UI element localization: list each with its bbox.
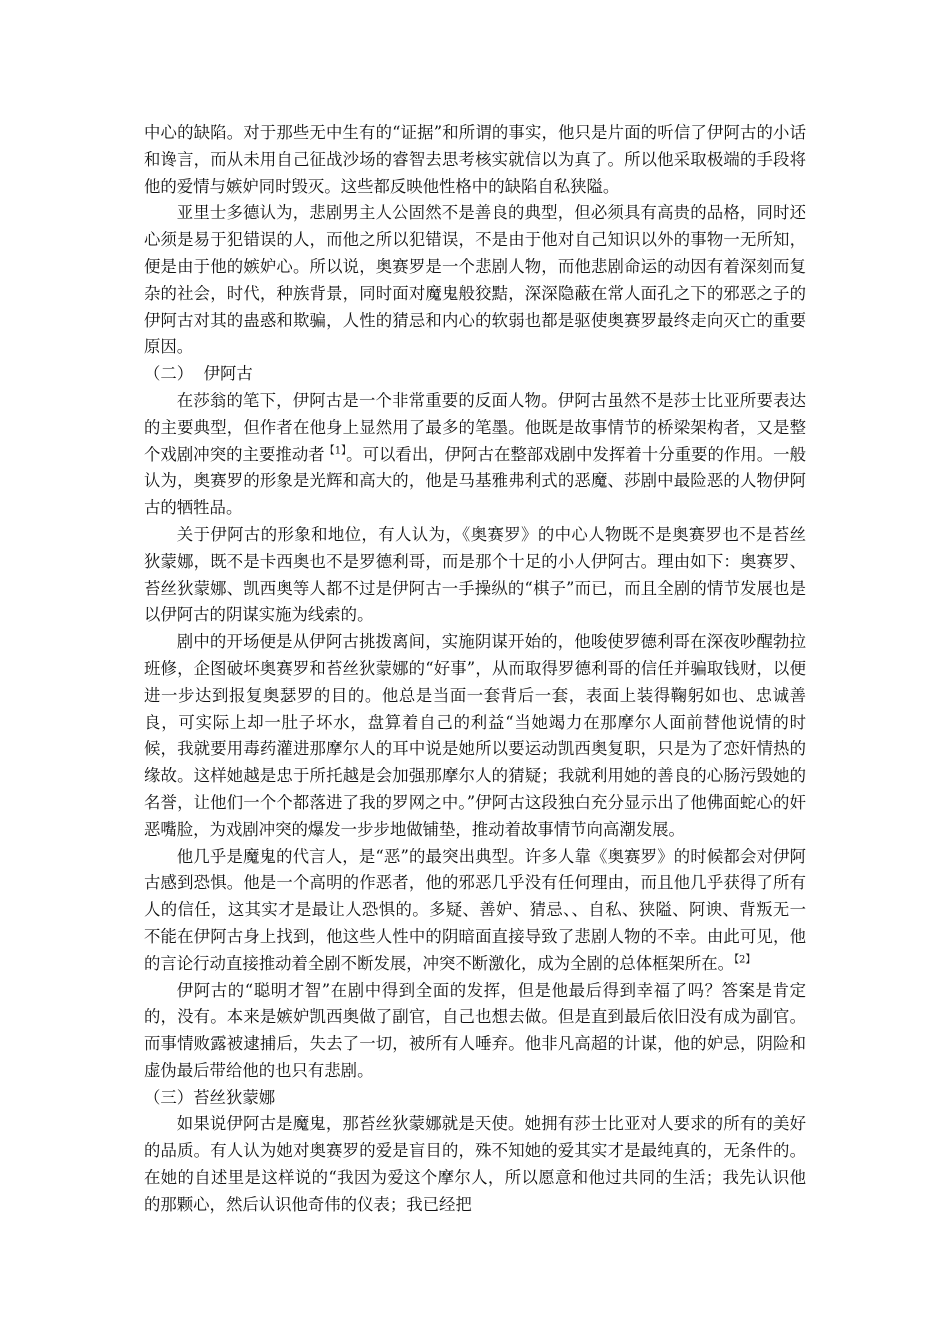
paragraph-2 — [144, 200, 806, 361]
paragraph-5 — [144, 629, 806, 843]
paragraph-text: 中心的缺陷。对于那些无中生有的“证据”和所谓的事实，他只是片面的听信了伊阿古的小话和谗言，而从未用自己征战沙场的睿智去思考核实就信以为真了。所以他采取极端的手段将他的爱情与嫉妒同时毁灭。这些都反映他性格中的缺陷自私狭隘。 — [144, 123, 806, 196]
citation-marker: 【2】 — [734, 954, 756, 966]
heading-text: （二） 伊阿古 — [144, 364, 253, 384]
citation-marker: 【1】 — [324, 445, 347, 457]
section-heading-iago — [144, 361, 806, 388]
paragraph-text: 他几乎是魔鬼的代言人，是“恶”的最突出典型。许多人靠《奥赛罗》的时候都会对伊阿古感到恐惧。他是一个高明的作恶者，他的邪恶几乎没有任何理由，而且他几乎获得了所有人的信任，这其实才是最让人恐惧的。多疑、善妒、猜忌、、自私、狭隘、阿谀、背叛无一不能在伊阿古身上找到，他这些人性中的阴暗面直接导致了悲剧人物的不幸。由此可见，他的言论行动直接推动着全剧不断发展，冲突不断激化，成为全剧的总体框架所在。 — [144, 846, 806, 973]
heading-text: （三）苔丝狄蒙娜 — [144, 1087, 276, 1107]
paragraph-text-continued: 。可以看出，伊阿古在整部戏剧中发挥着十分重要的作用。一般认为，奥赛罗的形象是光辉和高大的，他是马基雅弗利式的恶魔、莎剧中最险恶的人物伊阿古的牺牲品。 — [144, 444, 806, 518]
paragraph-3 — [144, 388, 806, 522]
paragraph-text: 剧中的开场便是从伊阿古挑拨离间，实施阴谋开始的，他唆使罗德利哥在深夜吵醒勃拉班修，企图破坏奥赛罗和苔丝狄蒙娜的“好事”，从而取得罗德利哥的信任并骗取钱财，以便进一步达到报复奥瑟罗的目的。他总是当面一套背后一套，表面上装得鞠躬如也、忠诚善良，可实际上却一肚子坏水，盘算着自己的利益“当她竭力在那摩尔人面前替他说情的时候，我就要用毒药灌进那摩尔人的耳中说是她所以要运动凯西奥复职，只是为了恋奸情热的缘故。这样她越是忠于所托越是会加强那摩尔人的猜疑；我就利用她的善良的心肠污毁她的名誉，让他们一个个都落进了我的罗网之中。”伊阿古这段独白充分显示出了他佛面蛇心的奸恶嘴脸，为戏剧冲突的爆发一步步地做铺垫，推动着故事情节向高潮发展。 — [144, 632, 806, 839]
paragraph-6 — [144, 844, 806, 978]
section-heading-desdemona — [144, 1085, 806, 1112]
paragraph-8 — [144, 1111, 806, 1218]
paragraph-4 — [144, 522, 806, 629]
document-page — [144, 120, 806, 1219]
paragraph-text: 在莎翁的笔下，伊阿古是一个非常重要的反面人物。伊阿古虽然不是莎士比亚所要表达的主要典型，但作者在他身上显然用了最多的笔墨。他既是故事情节的桥梁架构者，又是整个戏剧冲突的主要推动者 — [144, 390, 806, 464]
paragraph-text: 伊阿古的“聪明才智”在剧中得到全面的发挥，但是他最后得到幸福了吗？答案是肯定的，没有。本来是嫉妒凯西奥做了副官，自己也想去做。但是直到最后依旧没有成为副官。而事情败露被逮捕后，失去了一切，被所有人唾弃。他非凡高超的计谋，他的妒忌，阴险和虚伪最后带给他的也只有悲剧。 — [144, 980, 806, 1080]
paragraph-text: 如果说伊阿古是魔鬼，那苔丝狄蒙娜就是天使。她拥有莎士比亚对人要求的所有的美好的品质。有人认为她对奥赛罗的爱是盲目的，殊不知她的爱其实才是最纯真的，无条件的。在她的自述里是这样说的“我因为爱这个摩尔人，所以愿意和他过共同的生活；我先认识他的那颗心，然后认识他奇伟的仪表；我已经把 — [144, 1114, 806, 1214]
paragraph-7 — [144, 978, 806, 1085]
paragraph-text: 关于伊阿古的形象和地位，有人认为，《奥赛罗》的中心人物既不是奥赛罗也不是苔丝狄蒙娜，既不是卡西奥也不是罗德利哥，而是那个十足的小人伊阿古。理由如下：奥赛罗、苔丝狄蒙娜、凯西奥等人都不过是伊阿古一手操纵的“棋子”而已，而且全剧的情节发展也是以伊阿古的阴谋实施为线索的。 — [144, 524, 806, 625]
paragraph-text: 亚里士多德认为，悲剧男主人公固然不是善良的典型，但必须具有高贵的品格，同时还心须是易于犯错误的人，而他之所以犯错误，不是由于他对自己知识以外的事物一无所知，便是由于他的嫉妒心。所以说，奥赛罗是一个悲剧人物，而他悲剧命运的动因有着深刻而复杂的社会，时代，种族背景，同时面对魔鬼般狡黠，深深隐蔽在常人面孔之下的邪恶之子的伊阿古对其的蛊惑和欺骗，人性的猜忌和内心的软弱也都是驱使奥赛罗最终走向灭亡的重要原因。 — [144, 203, 806, 357]
paragraph-1 — [144, 120, 806, 200]
